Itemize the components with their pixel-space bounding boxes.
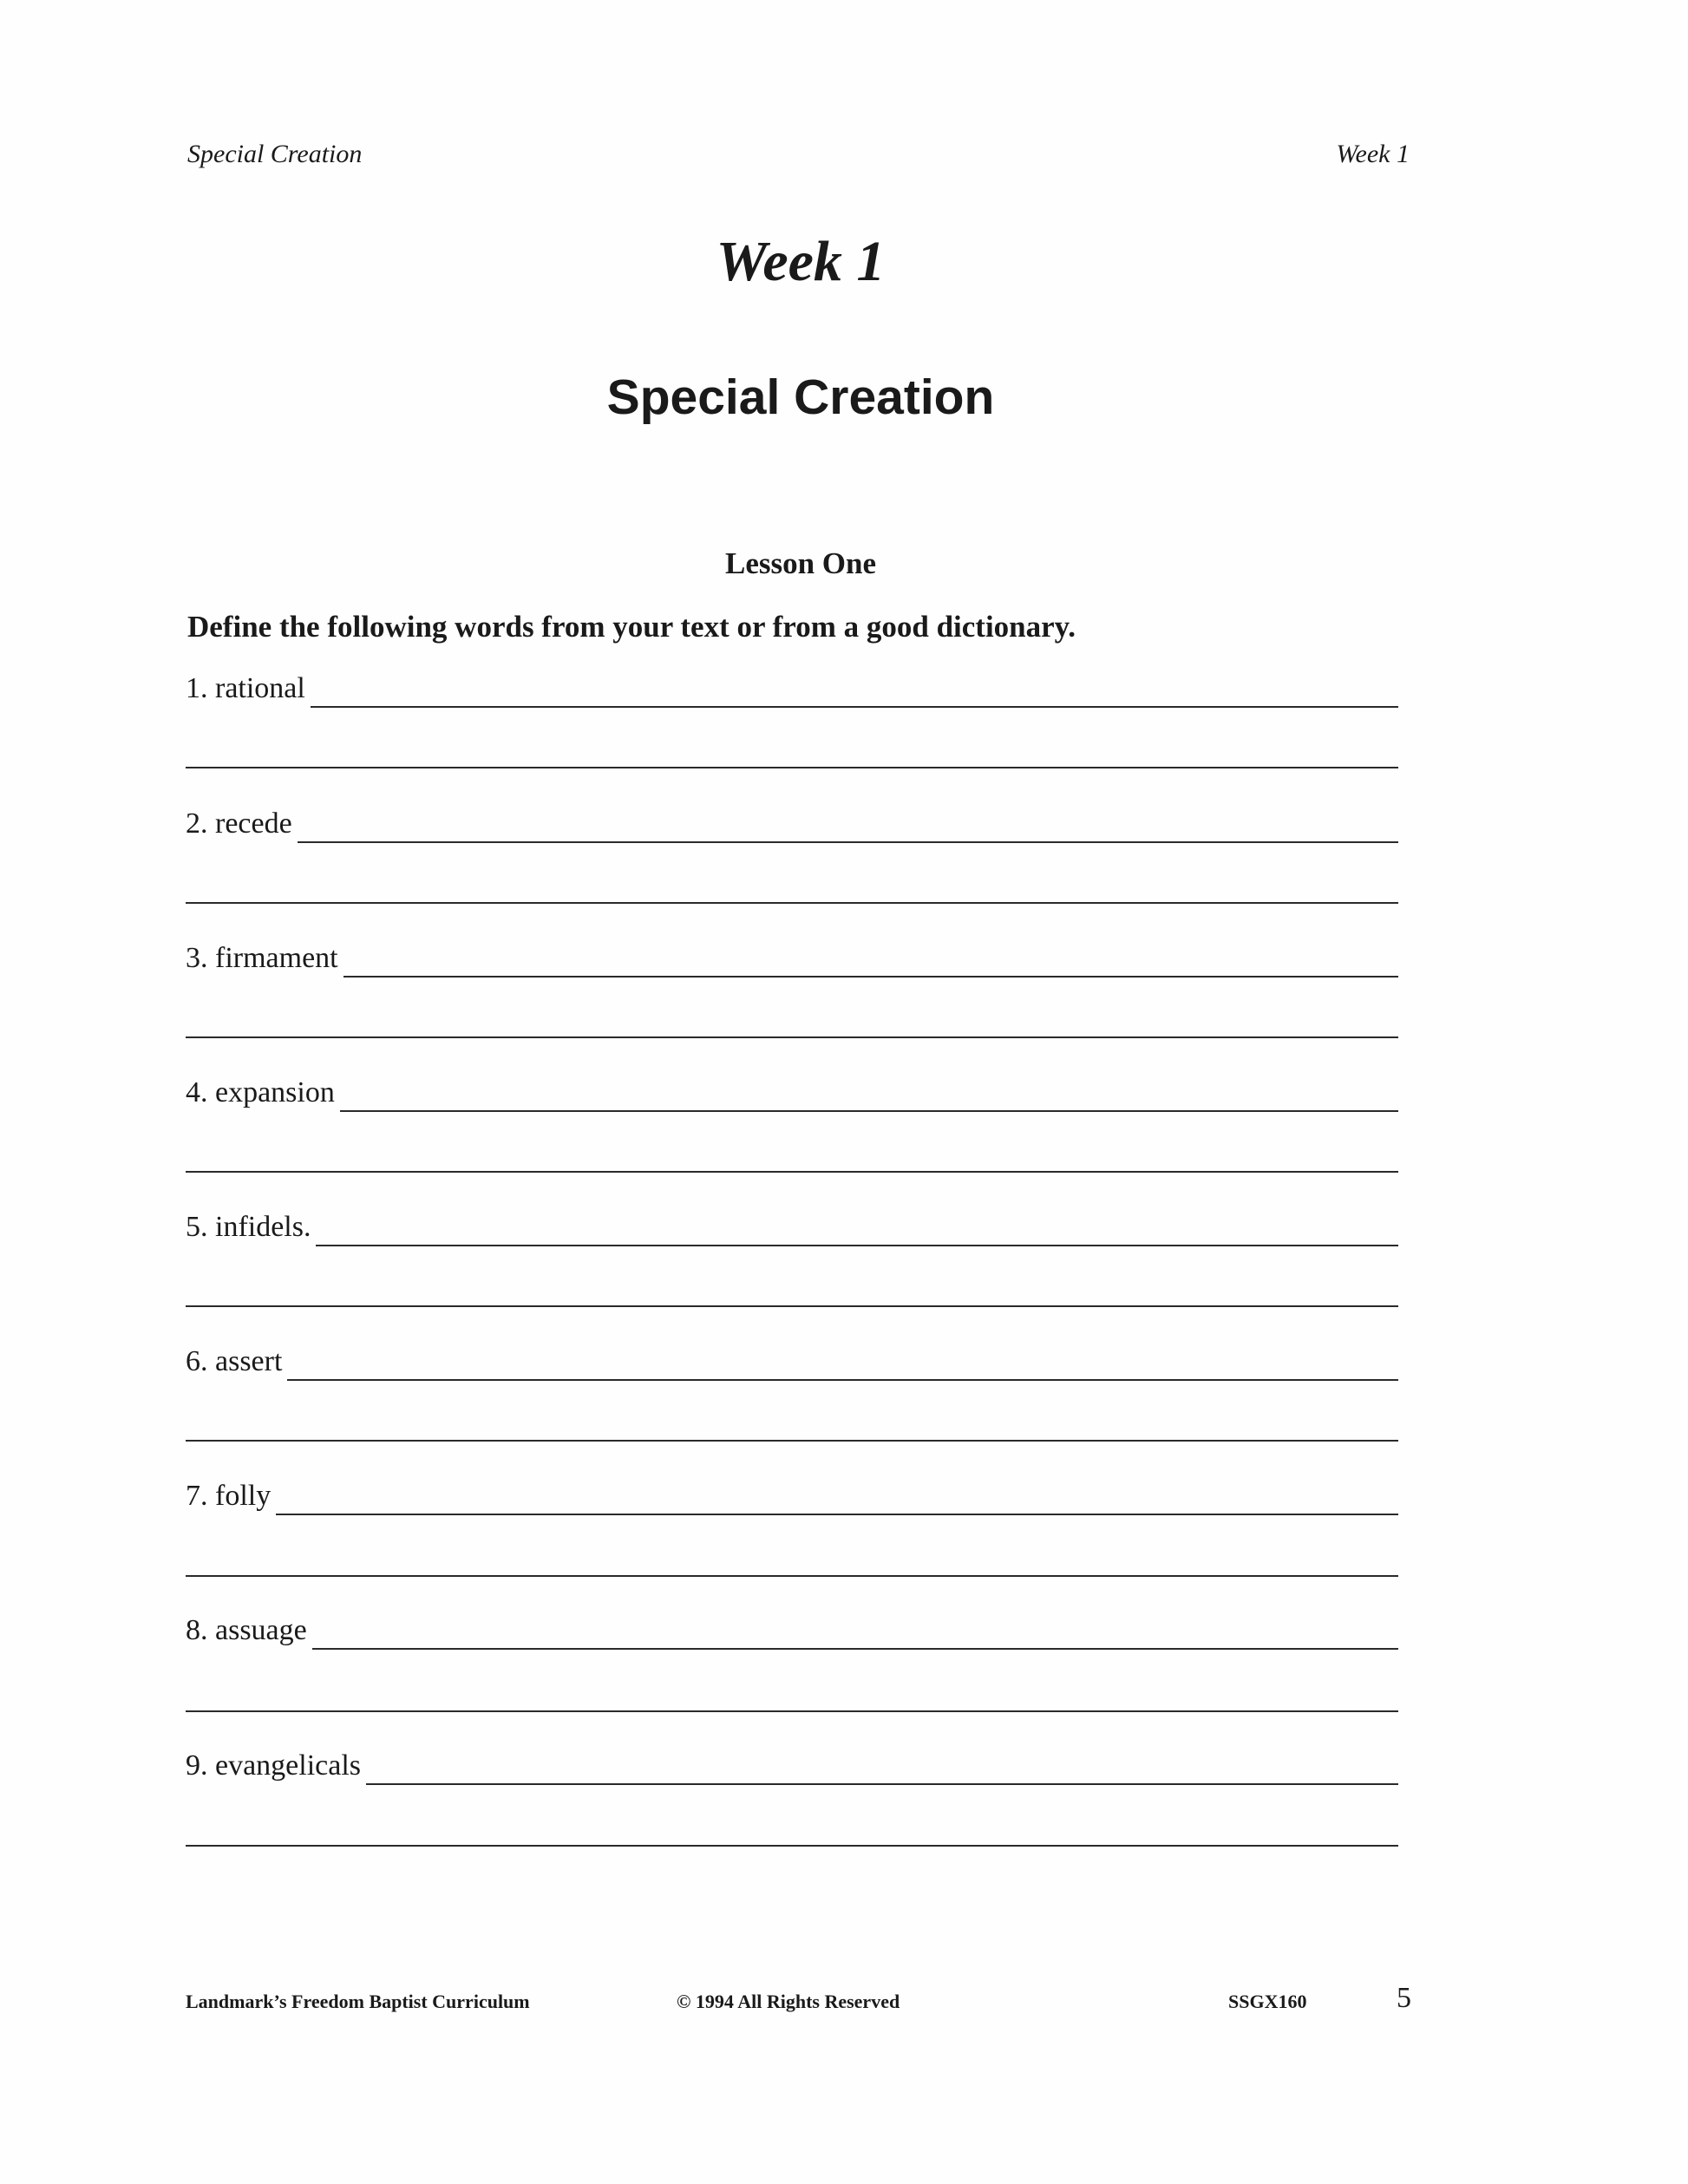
vocab-term: 1. rational — [186, 672, 305, 704]
vocab-term: 5. infidels. — [186, 1211, 311, 1243]
vocab-item-assuage[interactable] — [186, 1601, 1398, 1653]
answer-line-continuation[interactable] — [186, 1305, 1398, 1307]
answer-line[interactable] — [366, 1783, 1398, 1785]
answer-line[interactable] — [312, 1648, 1398, 1650]
answer-line-continuation[interactable] — [186, 1710, 1398, 1712]
vocab-item-rational[interactable] — [186, 659, 1398, 711]
answer-line-continuation[interactable] — [186, 1575, 1398, 1577]
vocab-item-assert[interactable] — [186, 1332, 1398, 1384]
vocab-term: 8. assuage — [186, 1614, 307, 1646]
answer-line-continuation[interactable] — [186, 1440, 1398, 1442]
answer-line-continuation[interactable] — [186, 1036, 1398, 1038]
vocab-term: 6. assert — [186, 1345, 283, 1377]
vocab-item-folly[interactable] — [186, 1467, 1398, 1519]
page-title: Special Creation — [606, 369, 995, 425]
vocab-item-firmament[interactable] — [186, 929, 1398, 981]
answer-line[interactable] — [340, 1110, 1398, 1112]
answer-line[interactable] — [311, 706, 1398, 708]
answer-line[interactable] — [343, 976, 1398, 978]
vocab-item-infidels[interactable] — [186, 1198, 1398, 1250]
answer-line[interactable] — [276, 1514, 1398, 1515]
vocab-term: 4. expansion — [186, 1076, 335, 1108]
running-header-left: Special Creation — [187, 140, 363, 168]
vocab-term: 3. firmament — [186, 942, 338, 974]
vocab-term: 7. folly — [186, 1480, 272, 1512]
answer-line[interactable] — [287, 1379, 1398, 1381]
footer-product-code: SSGX160 — [1228, 1991, 1307, 2012]
vocab-term: 9. evangelicals — [186, 1749, 362, 1782]
footer-publisher: Landmark’s Freedom Baptist Curriculum — [186, 1991, 530, 2012]
vocab-item-expansion[interactable] — [186, 1063, 1398, 1115]
instruction-text: Define the following words from your text or from a good dictionary. — [187, 610, 1076, 644]
footer-copyright: © 1994 All Rights Reserved — [677, 1991, 900, 2012]
running-header-right: Week 1 — [1336, 140, 1410, 168]
answer-line-continuation[interactable] — [186, 767, 1398, 768]
answer-line-continuation[interactable] — [186, 902, 1398, 904]
vocab-item-recede[interactable] — [186, 794, 1398, 847]
answer-line[interactable] — [316, 1245, 1398, 1246]
answer-line-continuation[interactable] — [186, 1171, 1398, 1173]
vocab-item-evangelicals[interactable] — [186, 1736, 1398, 1788]
week-title: Week 1 — [716, 230, 886, 293]
vocab-term: 2. recede — [186, 808, 292, 840]
lesson-title: Lesson One — [724, 546, 877, 580]
answer-line-continuation[interactable] — [186, 1845, 1398, 1847]
page-number: 5 — [1397, 1982, 1411, 2014]
answer-line[interactable] — [298, 841, 1398, 843]
